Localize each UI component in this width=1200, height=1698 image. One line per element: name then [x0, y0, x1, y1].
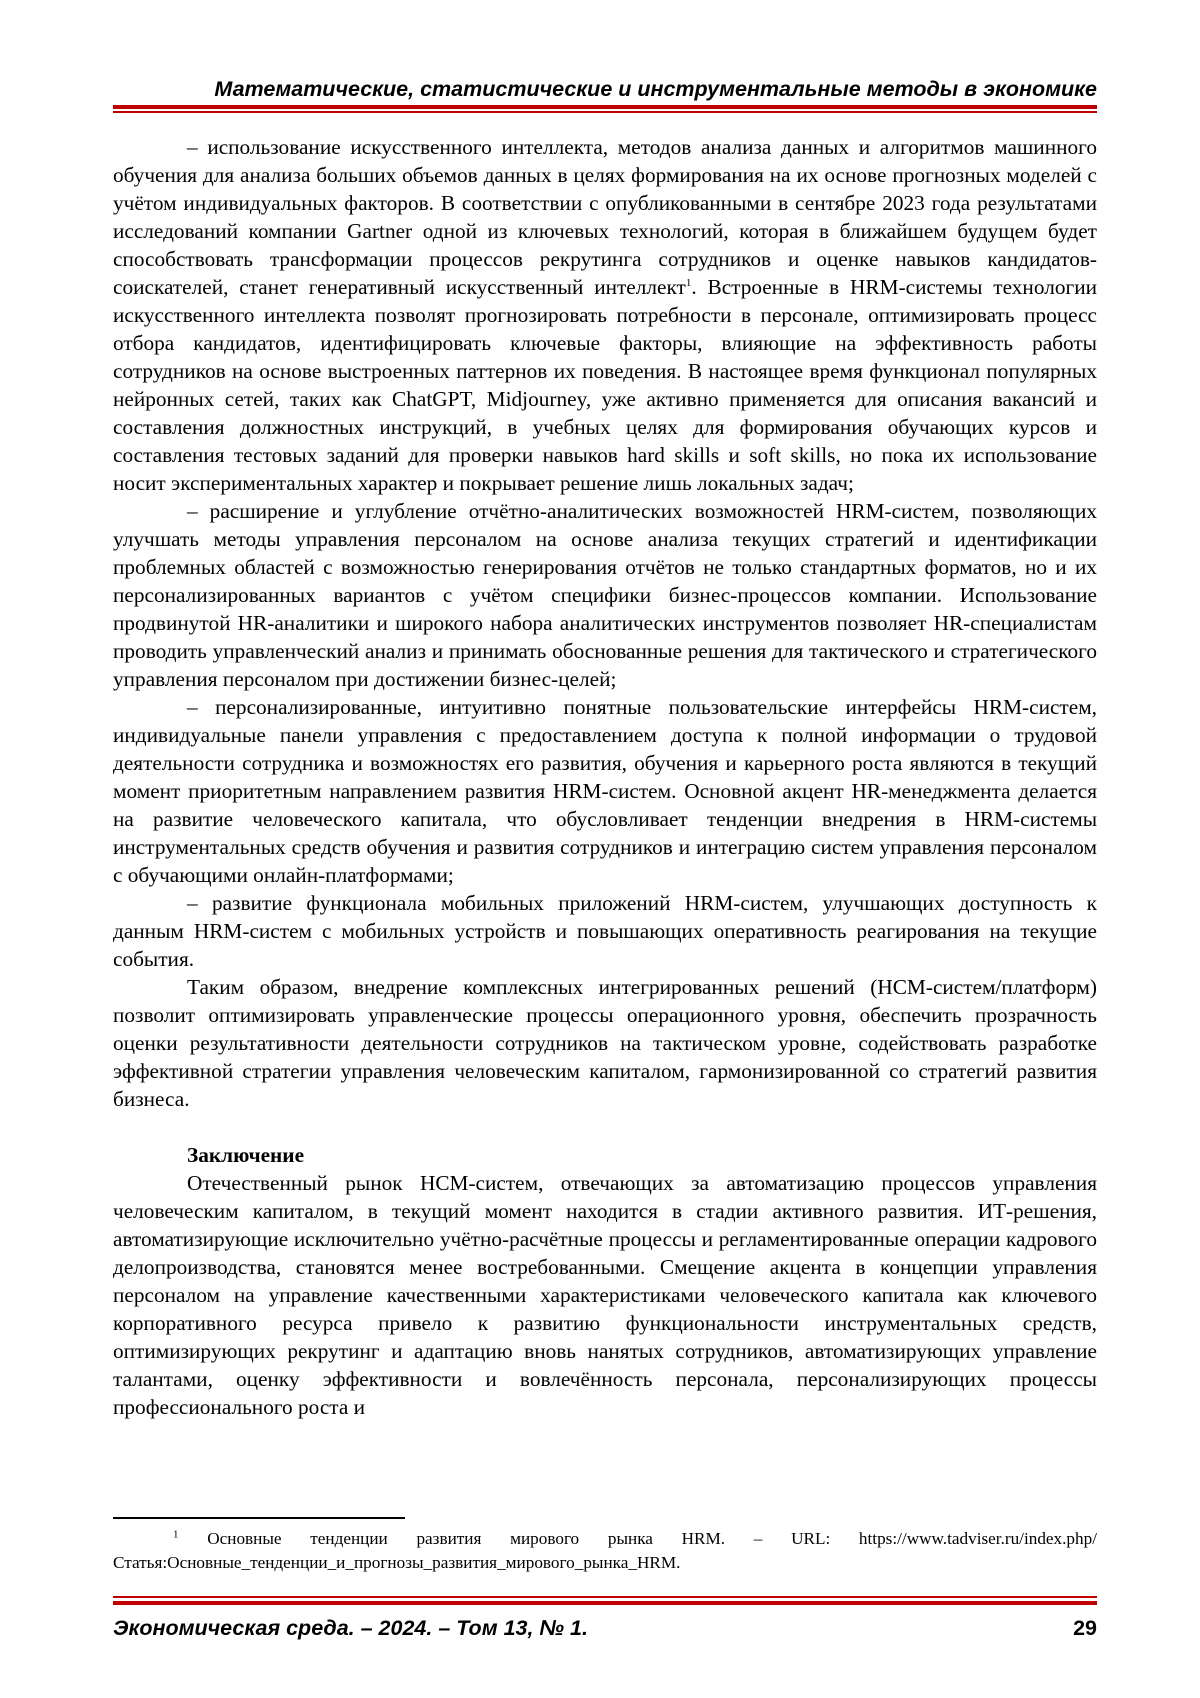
running-header	[113, 76, 1097, 116]
running-footer	[113, 1596, 1097, 1646]
footnote-number: 1	[173, 1528, 179, 1540]
paragraph-mobile: – развитие функционала мобильных приложений HRM-систем, улучшающих доступность к данным HRM-систем с мобильных устройств и повышающих оперативность реагирования на текущие события.	[113, 889, 1097, 973]
footer-rule-thin	[113, 1596, 1097, 1598]
paragraph-interfaces: – персонализированные, интуитивно понятные пользовательские интерфейсы HRM-систем, индивидуальные панели управления с предоставлением доступа к полной информации о трудовой деятельности сотрудника и возможностях его развития, обучения и карьерного роста являются в текущий момент приоритетным направлением развития HRM-систем. Основной акцент HR-менеджмента делается на развитие человеческого капитала, что обусловливает тенденции внедрения в HRM-системы инструментальных средств обучения и развития сотрудников и интеграцию систем управления персоналом с обучающими онлайн-платформами;	[113, 693, 1097, 889]
footer-rule-thick	[113, 1601, 1097, 1605]
paragraph-conclusion: Отечественный рынок HCM-систем, отвечающих за автоматизацию процессов управления человеческим капиталом, в текущий момент находится в стадии активного развития. ИТ-решения, автоматизирующие исключительно учётно-расчётные процессы и регламентированные операции кадрового делопроизводства, становятся менее востребованными. Смещение акцента в концепции управления персоналом на управление качественными характеристиками человеческого капитала как ключевого корпоративного ресурса привело к развитию функциональности инструментальных средств, оптимизирующих рекрутинг и адаптацию вновь нанятых сотрудников, автоматизирующих управление талантами, оценку эффективности и вовлечённость персонала, персонализирующих процессы профессионального роста и	[113, 1169, 1097, 1421]
article-body	[113, 133, 1097, 1421]
paragraph-summary: Таким образом, внедрение комплексных интегрированных решений (HCM-систем/платформ) позволит оптимизировать управленческие процессы операционного уровня, обеспечить прозрачность оценки результативности деятельности сотрудников на тактическом уровне, содействовать разработке эффективной стратегии управления человеческим капиталом, гармонизированной со стратегий развития бизнеса.	[113, 973, 1097, 1113]
footnote-separator	[113, 1517, 405, 1519]
page-number: 29	[1073, 1616, 1097, 1641]
paragraph-ai: – использование искусственного интеллекта, методов анализа данных и алгоритмов машинного обучения для анализа больших объемов данных в целях формирования на их основе прогнозных моделей с учётом индивидуальных факторов. В соответствии с опубликованными в сентябре 2023 года результатами исследований компании Gartner одной из ключевых технологий, которая в ближайшем будущем будет способствовать трансформации процессов рекрутинга сотрудников и оценке навыков кандидатов-соискателей, станет генеративный искусственный интеллект1. Встроенные в HRM-системы технологии искусственного интеллекта позволят прогнозировать потребности в персонале, оптимизировать процесс отбора кандидатов, идентифицировать ключевые факторы, влияющие на эффективность работы сотрудников на основе выстроенных паттернов их поведения. В настоящее время функционал популярных нейронных сетей, таких как ChatGPT, Midjourney, уже активно применяется для описания вакансий и составления должностных инструкций, в учебных целях для формирования обучающих курсов и составления тестовых заданий для проверки навыков hard skills и soft skills, но пока их использование носит экспериментальных характер и покрывает решение лишь локальных задач;	[113, 133, 1097, 497]
header-title: Математические, статистические и инструментальные методы в экономике	[214, 76, 1097, 102]
footnote-ref[interactable]: 1	[686, 277, 692, 289]
paragraph-analytics: – расширение и углубление отчётно-аналитических возможностей HRM-систем, позволяющих улучшать методы управления персоналом на основе анализа текущих стратегий и идентификации проблемных областей с возможностью генерирования отчётов не только стандартных форматов, но и их персонализированных вариантов с учётом специфики бизнес-процессов компании. Использование продвинутой HR-аналитики и широкого набора аналитических инструментов позволяет HR-специалистам проводить управленческий анализ и принимать обоснованные решения для тактического и стратегического управления персоналом при достижении бизнес-целей;	[113, 497, 1097, 693]
header-rule-thick	[113, 105, 1097, 109]
journal-citation: Экономическая среда. – 2024. – Том 13, № 1.	[113, 1616, 588, 1641]
footnote	[113, 1527, 1097, 1575]
header-rule-thin	[113, 111, 1097, 113]
section-heading: Заключение	[113, 1141, 1097, 1169]
footnote-text: Основные тенденции развития мирового рынка HRM. – URL: https://www.tadviser.ru/index.php/Статья:Основные_тенденции_и_прогнозы_развития_мирового_рынка_HRM.	[113, 1529, 1097, 1572]
